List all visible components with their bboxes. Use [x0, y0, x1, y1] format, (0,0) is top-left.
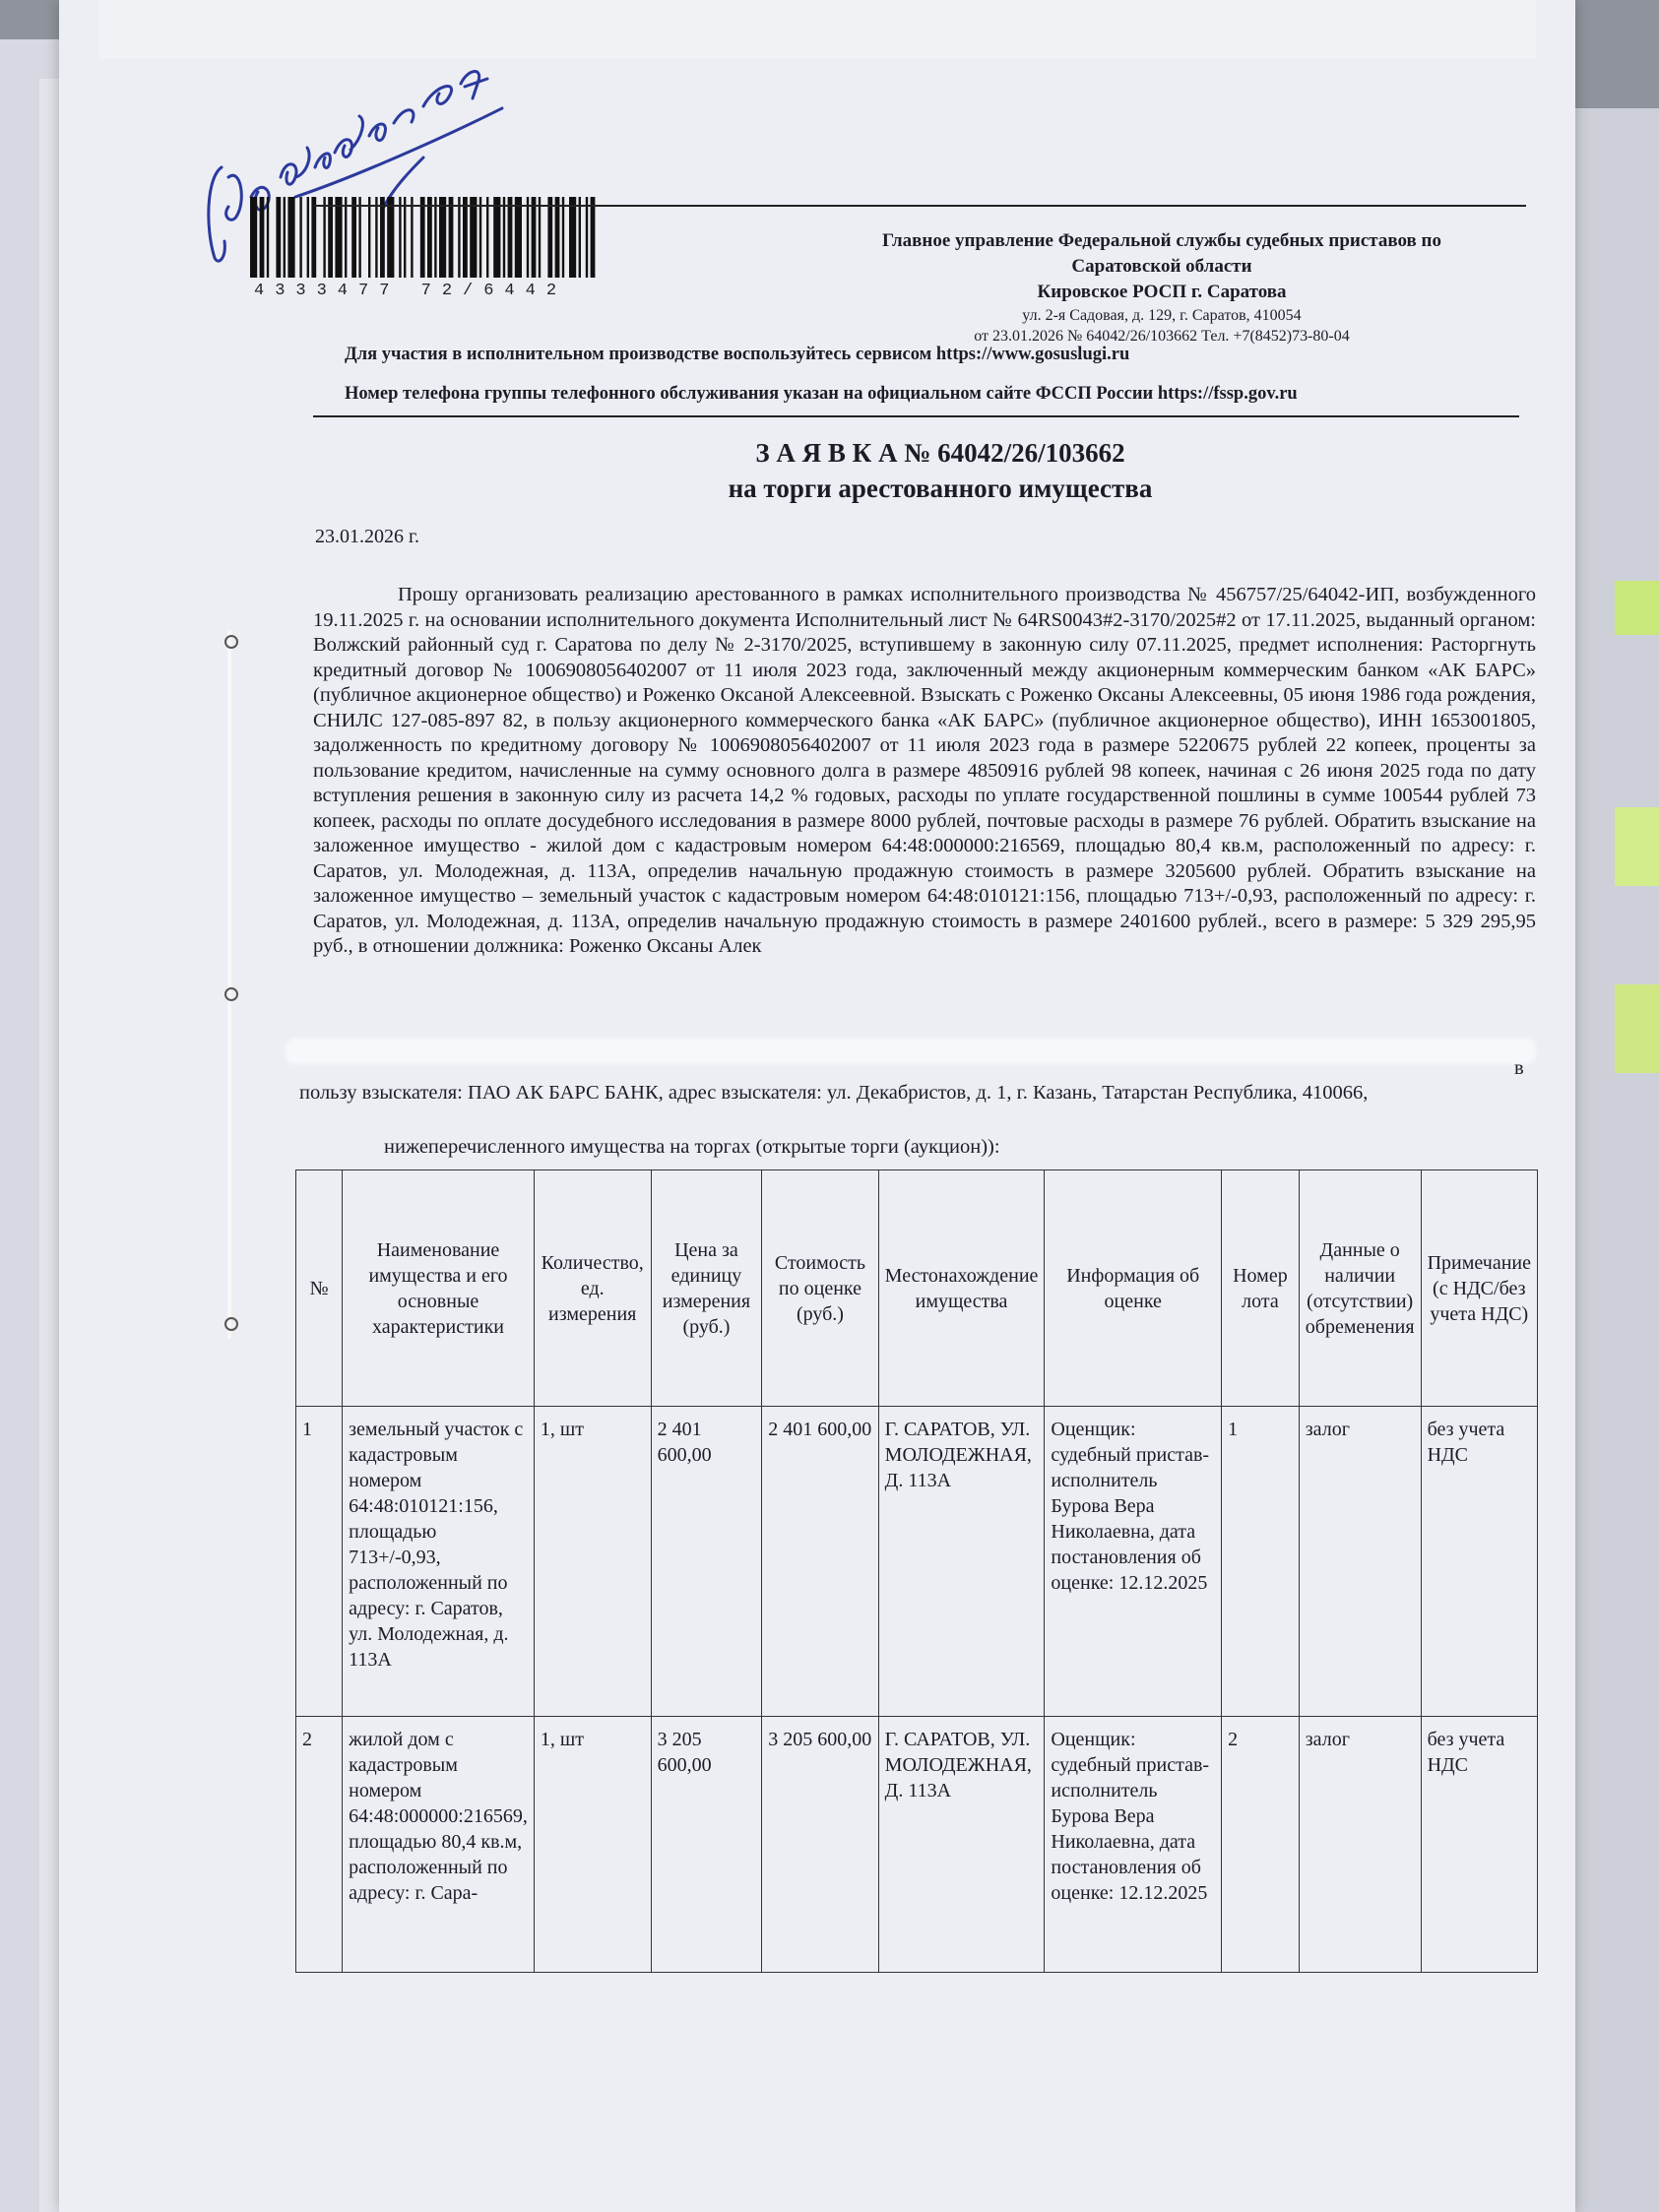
cell-encumbrance: залог: [1299, 1407, 1421, 1717]
barcode-bar: [358, 197, 360, 278]
barcode-bar: [311, 197, 316, 278]
barcode-bar: [287, 197, 294, 278]
cell-num: 2: [296, 1717, 343, 1973]
barcode-bar: [387, 197, 394, 278]
cell-valuation: Оценщик: судебный пристав-исполнитель Бурова Вера Николаевна, дата постановления об оценке: 12.12.2025: [1045, 1717, 1222, 1973]
cell-encumbrance: залог: [1299, 1717, 1421, 1973]
barcode-bar: [250, 197, 257, 278]
barcode-bar: [508, 197, 513, 278]
cell-price: 3 205 600,00: [651, 1717, 762, 1973]
barcode-bar: [591, 197, 596, 278]
barcode-bar: [439, 197, 446, 278]
header-name: Наименование имущества и его основные характеристики: [343, 1170, 535, 1407]
header-lot: Номер лота: [1222, 1170, 1300, 1407]
barcode-bar: [539, 197, 541, 278]
barcode-bar: [463, 197, 468, 278]
title-line-2: на торги арестованного имущества: [728, 474, 1153, 503]
barcode-digits: 4333477 72/6442: [254, 282, 568, 300]
barcode-bar: [458, 197, 460, 278]
barcode-bar: [299, 197, 301, 278]
header-price: Цена за единицу измерения (руб.): [651, 1170, 762, 1407]
barcode-bar: [404, 197, 406, 278]
cell-qty: 1, шт: [534, 1717, 651, 1973]
header-note: Примечание (с НДС/без учета НДС): [1421, 1170, 1537, 1407]
barcode-bar: [323, 197, 325, 278]
barcode-bar: [276, 197, 281, 278]
header-valuation: Информация об оценке: [1045, 1170, 1222, 1407]
org-line-2: Саратовской области: [1071, 256, 1252, 277]
barcode-bar: [427, 197, 432, 278]
table-header-row: [296, 1170, 1538, 1407]
barcode-bar: [284, 197, 286, 278]
sticky-tab: [1615, 581, 1659, 635]
title-line-1: З А Я В К А № 64042/26/103662: [755, 438, 1125, 468]
sticky-tab: [1615, 807, 1659, 886]
cell-price: 2 401 600,00: [651, 1407, 762, 1717]
cell-name: земельный участок с кадастровым номером 64:48:010121:156, площадью 713+/-0,93, расположенный по адресу: г. Саратов, ул. Молодежная, д. 113А: [343, 1407, 535, 1717]
barcode-bar: [486, 197, 488, 278]
barcode-bar: [399, 197, 401, 278]
header-rule: [313, 205, 1526, 207]
redaction-band: [286, 1039, 1536, 1064]
barcode-bar: [449, 197, 454, 278]
cell-lot: 1: [1222, 1407, 1300, 1717]
header-location: Местонахождение имущества: [878, 1170, 1045, 1407]
issuing-authority: [827, 228, 1497, 305]
line-edge-word: в: [1514, 1057, 1524, 1079]
list-intro: нижеперечисленного имущества на торгах (открытые торги (аукцион)):: [384, 1136, 1000, 1158]
barcode-bar: [335, 197, 342, 278]
barcode-bar: [503, 197, 505, 278]
reference-line: от 23.01.2026 № 64042/26/103662 Тел. +7(8452)73-80-04: [974, 328, 1350, 345]
authority-address: [827, 305, 1497, 347]
barcode-bar: [532, 197, 537, 278]
cell-name: жилой дом с кадастровым номером 64:48:000000:216569, площадью 80,4 кв.м, расположенный по адресу: г. Сара-: [343, 1717, 535, 1973]
cell-value: 3 205 600,00: [762, 1717, 878, 1973]
cell-lot: 2: [1222, 1717, 1300, 1973]
barcode-bar: [328, 197, 333, 278]
header-qty: Количество, ед. измерения: [534, 1170, 651, 1407]
barcode-bar: [434, 197, 436, 278]
org-line-3: Кировское РОСП г. Саратова: [1037, 282, 1287, 302]
property-table: [295, 1169, 1538, 1973]
barcode: [248, 197, 709, 295]
barcode-bar: [375, 197, 377, 278]
request-body: Прошу организовать реализацию арестованного в рамках исполнительного производства № 456757/25/64042-ИП, возбужденного 19.11.2025 г. на основании исполнительного документа Исполнительный лист № 64RS0043#2-3170/2025#2 от 17.11.2025, выданный органом: Волжский районный суд г. Саратова по делу № 2-3170/2025, вступившему в законную силу 07.11.2025, предмет исполнения: Расторгнуть кредитный договор № 1006908056402007 от 11 июля 2023 года, заключенный между акционерным коммерческим банком «АК БАРС» (публичное акционерное общество) и Роженко Оксаной Алексеевной. Взыскать с Роженко Оксаны Алексеевны, 05 июня 1986 года рождения, СНИЛС 127-085-897 82, в пользу акционерного коммерческого банка «АК БАРС» (публичное акционерное общество), ИНН 1653001805, задолженность по кредитному договору № 1006908056402007 от 11 июля 2023 года в размере 5220675 рублей 22 копеек, проценты за пользование кредитом, начисленные на сумму основного долга в размере 4850916 рублей 98 копеек, начиная с 26 июня 2025 года по дату вступления решения в законную силу из расчета 14,2 % годовых, расходы по уплате государственной пошлины в сумме 100544 рублей 73 копеек, расходы по оплате досудебного исследования в размере 8000 рублей, почтовые расходы в размере 76 рублей. Обратить взыскание на заложенное имущество - жилой дом с кадастровым номером 64:48:000000:216569, площадью 80,4 кв.м, расположенный по адресу: г. Саратов, ул. Молодежная, д. 113А, определив начальную продажную стоимость в размере 3205600 рублей. Обратить взыскание на заложенное имущество – земельный участок с кадастровым номером 64:48:010121:156, площадью 713+/-0,93, расположенный по адресу: г. Саратов, ул. Молодежная, д. 113А, определив начальную продажную стоимость в размере 2401600 рублей., всего в размере: 5 329 295,95 руб., в отношении должника: Роженко Оксаны Алек: [313, 584, 1536, 957]
barcode-bar: [479, 197, 481, 278]
header-rule: [313, 415, 1519, 417]
fssp-phone-notice: Номер телефона группы телефонного обслуживания указан на официальном сайте ФССП России https://fssp.gov.ru: [345, 384, 1298, 404]
barcode-bar: [380, 197, 385, 278]
barcode-bar: [527, 197, 529, 278]
header-encumbrance: Данные о наличии (отсутствии) обременения: [1299, 1170, 1421, 1407]
address-line: ул. 2-я Садовая, д. 129, г. Саратов, 410054: [1022, 307, 1302, 324]
header-num: №: [296, 1170, 343, 1407]
table-row: [296, 1717, 1538, 1973]
barcode-bar: [411, 197, 413, 278]
cell-valuation: Оценщик: судебный пристав-исполнитель Бурова Вера Николаевна, дата постановления об оценке: 12.12.2025: [1045, 1407, 1222, 1717]
barcode-bar: [493, 197, 500, 278]
header-value: Стоимость по оценке (руб.): [762, 1170, 878, 1407]
barcode-bar: [351, 197, 356, 278]
cell-location: Г. САРАТОВ, УЛ. МОЛОДЕЖНАЯ, Д. 113А: [878, 1717, 1045, 1973]
barcode-bar: [420, 197, 425, 278]
barcode-bar: [547, 197, 552, 278]
sticky-tab: [1615, 984, 1659, 1073]
cell-note: без учета НДС: [1421, 1407, 1537, 1717]
creditor-info: пользу взыскателя: ПАО АК БАРС БАНК, адрес взыскателя: ул. Декабристов, д. 1, г. Казань, Татарстан Республика, 410066,: [299, 1082, 1369, 1104]
document-date: 23.01.2026 г.: [315, 526, 419, 547]
barcode-bar: [307, 197, 309, 278]
cell-num: 1: [296, 1407, 343, 1717]
table-row: [296, 1407, 1538, 1717]
barcode-bar: [569, 197, 576, 278]
barcode-bar: [368, 197, 370, 278]
barcode-bar: [586, 197, 588, 278]
cell-qty: 1, шт: [534, 1407, 651, 1717]
cell-value: 2 401 600,00: [762, 1407, 878, 1717]
barcode-bar: [579, 197, 581, 278]
document-title: [325, 435, 1556, 506]
barcode-bar: [515, 197, 522, 278]
barcode-bar: [562, 197, 564, 278]
binding-thread: [222, 630, 241, 1339]
cell-location: Г. САРАТОВ, УЛ. МОЛОДЕЖНАЯ, Д. 113А: [878, 1407, 1045, 1717]
org-line-1: Главное управление Федеральной службы судебных приставов по: [882, 230, 1441, 251]
barcode-bar: [267, 197, 269, 278]
barcode-bar: [345, 197, 347, 278]
barcode-bar: [555, 197, 560, 278]
barcode-bar: [470, 197, 477, 278]
cell-note: без учета НДС: [1421, 1717, 1537, 1973]
barcode-bar: [260, 197, 265, 278]
gosuslugi-notice: Для участия в исполнительном производстве воспользуйтесь сервисом https://www.gosuslugi.ru: [345, 345, 1130, 364]
